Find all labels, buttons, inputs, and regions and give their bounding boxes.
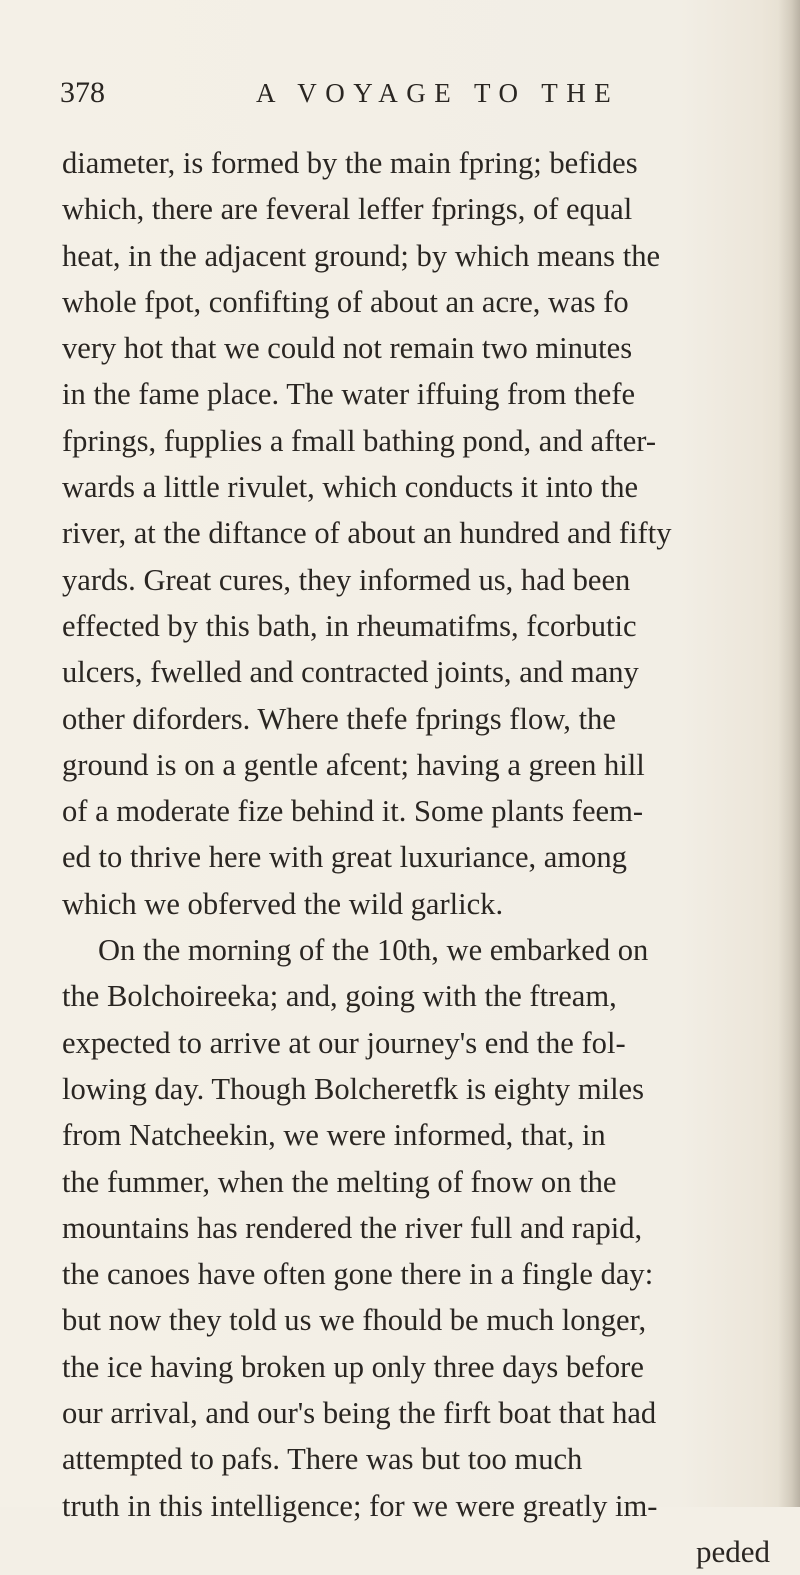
text-line: other diforders. Where thefe fprings flow, the bbox=[62, 701, 616, 736]
text-line: whole fpot, confifting of about an acre, was fo bbox=[62, 284, 629, 319]
text-line: which we obferved the wild garlick. bbox=[62, 886, 504, 921]
text-line: truth in this intelligence; for we were greatly im- bbox=[62, 1488, 658, 1523]
text-line: lowing day. Though Bolcheretfk is eighty miles bbox=[62, 1071, 645, 1106]
text-line: the Bolchoireeka; and, going with the ftream, bbox=[62, 979, 617, 1014]
text-line: wards a little rivulet, which conducts it into the bbox=[62, 470, 639, 505]
text-line: but now they told us we fhould be much longer, bbox=[62, 1303, 647, 1338]
paragraph-start-line: On the morning of the 10th, we embarked on bbox=[98, 933, 649, 968]
text-line: from Natcheekin, we were informed, that, in bbox=[62, 1118, 606, 1153]
running-title: A VOYAGE TO THE bbox=[256, 78, 620, 108]
page-number: 378 bbox=[60, 76, 105, 109]
text-line: effected by this bath, in rheumatifms, fcorbutic bbox=[62, 608, 637, 643]
text-line: heat, in the adjacent ground; by which means the bbox=[62, 238, 661, 273]
text-line: the fummer, when the melting of fnow on the bbox=[62, 1164, 617, 1199]
body-text bbox=[62, 140, 780, 1575]
text-line: yards. Great cures, they informed us, had been bbox=[62, 562, 631, 597]
running-header bbox=[60, 76, 760, 116]
text-line: diameter, is formed by the main fpring; befides bbox=[62, 146, 638, 180]
text-line: attempted to pafs. There was but too much bbox=[62, 1442, 583, 1477]
text-line: very hot that we could not remain two minutes bbox=[62, 331, 633, 366]
text-line: fprings, fupplies a fmall bathing pond, and after- bbox=[62, 423, 657, 458]
text-line: expected to arrive at our journey's end the fol- bbox=[62, 1025, 626, 1060]
text-line: ground is on a gentle afcent; having a green hill bbox=[62, 747, 645, 782]
catchword-line: peded bbox=[695, 1533, 770, 1569]
text-line: in the fame place. The water iffuing from thefe bbox=[62, 377, 636, 412]
text-line: mountains has rendered the river full and rapid, bbox=[62, 1210, 643, 1245]
page-binding-shadow bbox=[778, 0, 800, 1507]
text-line: the canoes have often gone there in a fingle day: bbox=[62, 1257, 654, 1292]
text-line: ulcers, fwelled and contracted joints, and many bbox=[62, 655, 639, 690]
text-line: river, at the diftance of about an hundred and fifty bbox=[62, 516, 672, 551]
text-line: our arrival, and our's being the firft boat that had bbox=[62, 1396, 657, 1431]
text-line: the ice having broken up only three days before bbox=[62, 1349, 644, 1384]
text-line: which, there are feveral leffer fprings, of equal bbox=[62, 192, 633, 227]
text-line: ed to thrive here with great luxuriance, among bbox=[62, 840, 627, 875]
text-line: of a moderate fize behind it. Some plants feem- bbox=[62, 794, 644, 829]
